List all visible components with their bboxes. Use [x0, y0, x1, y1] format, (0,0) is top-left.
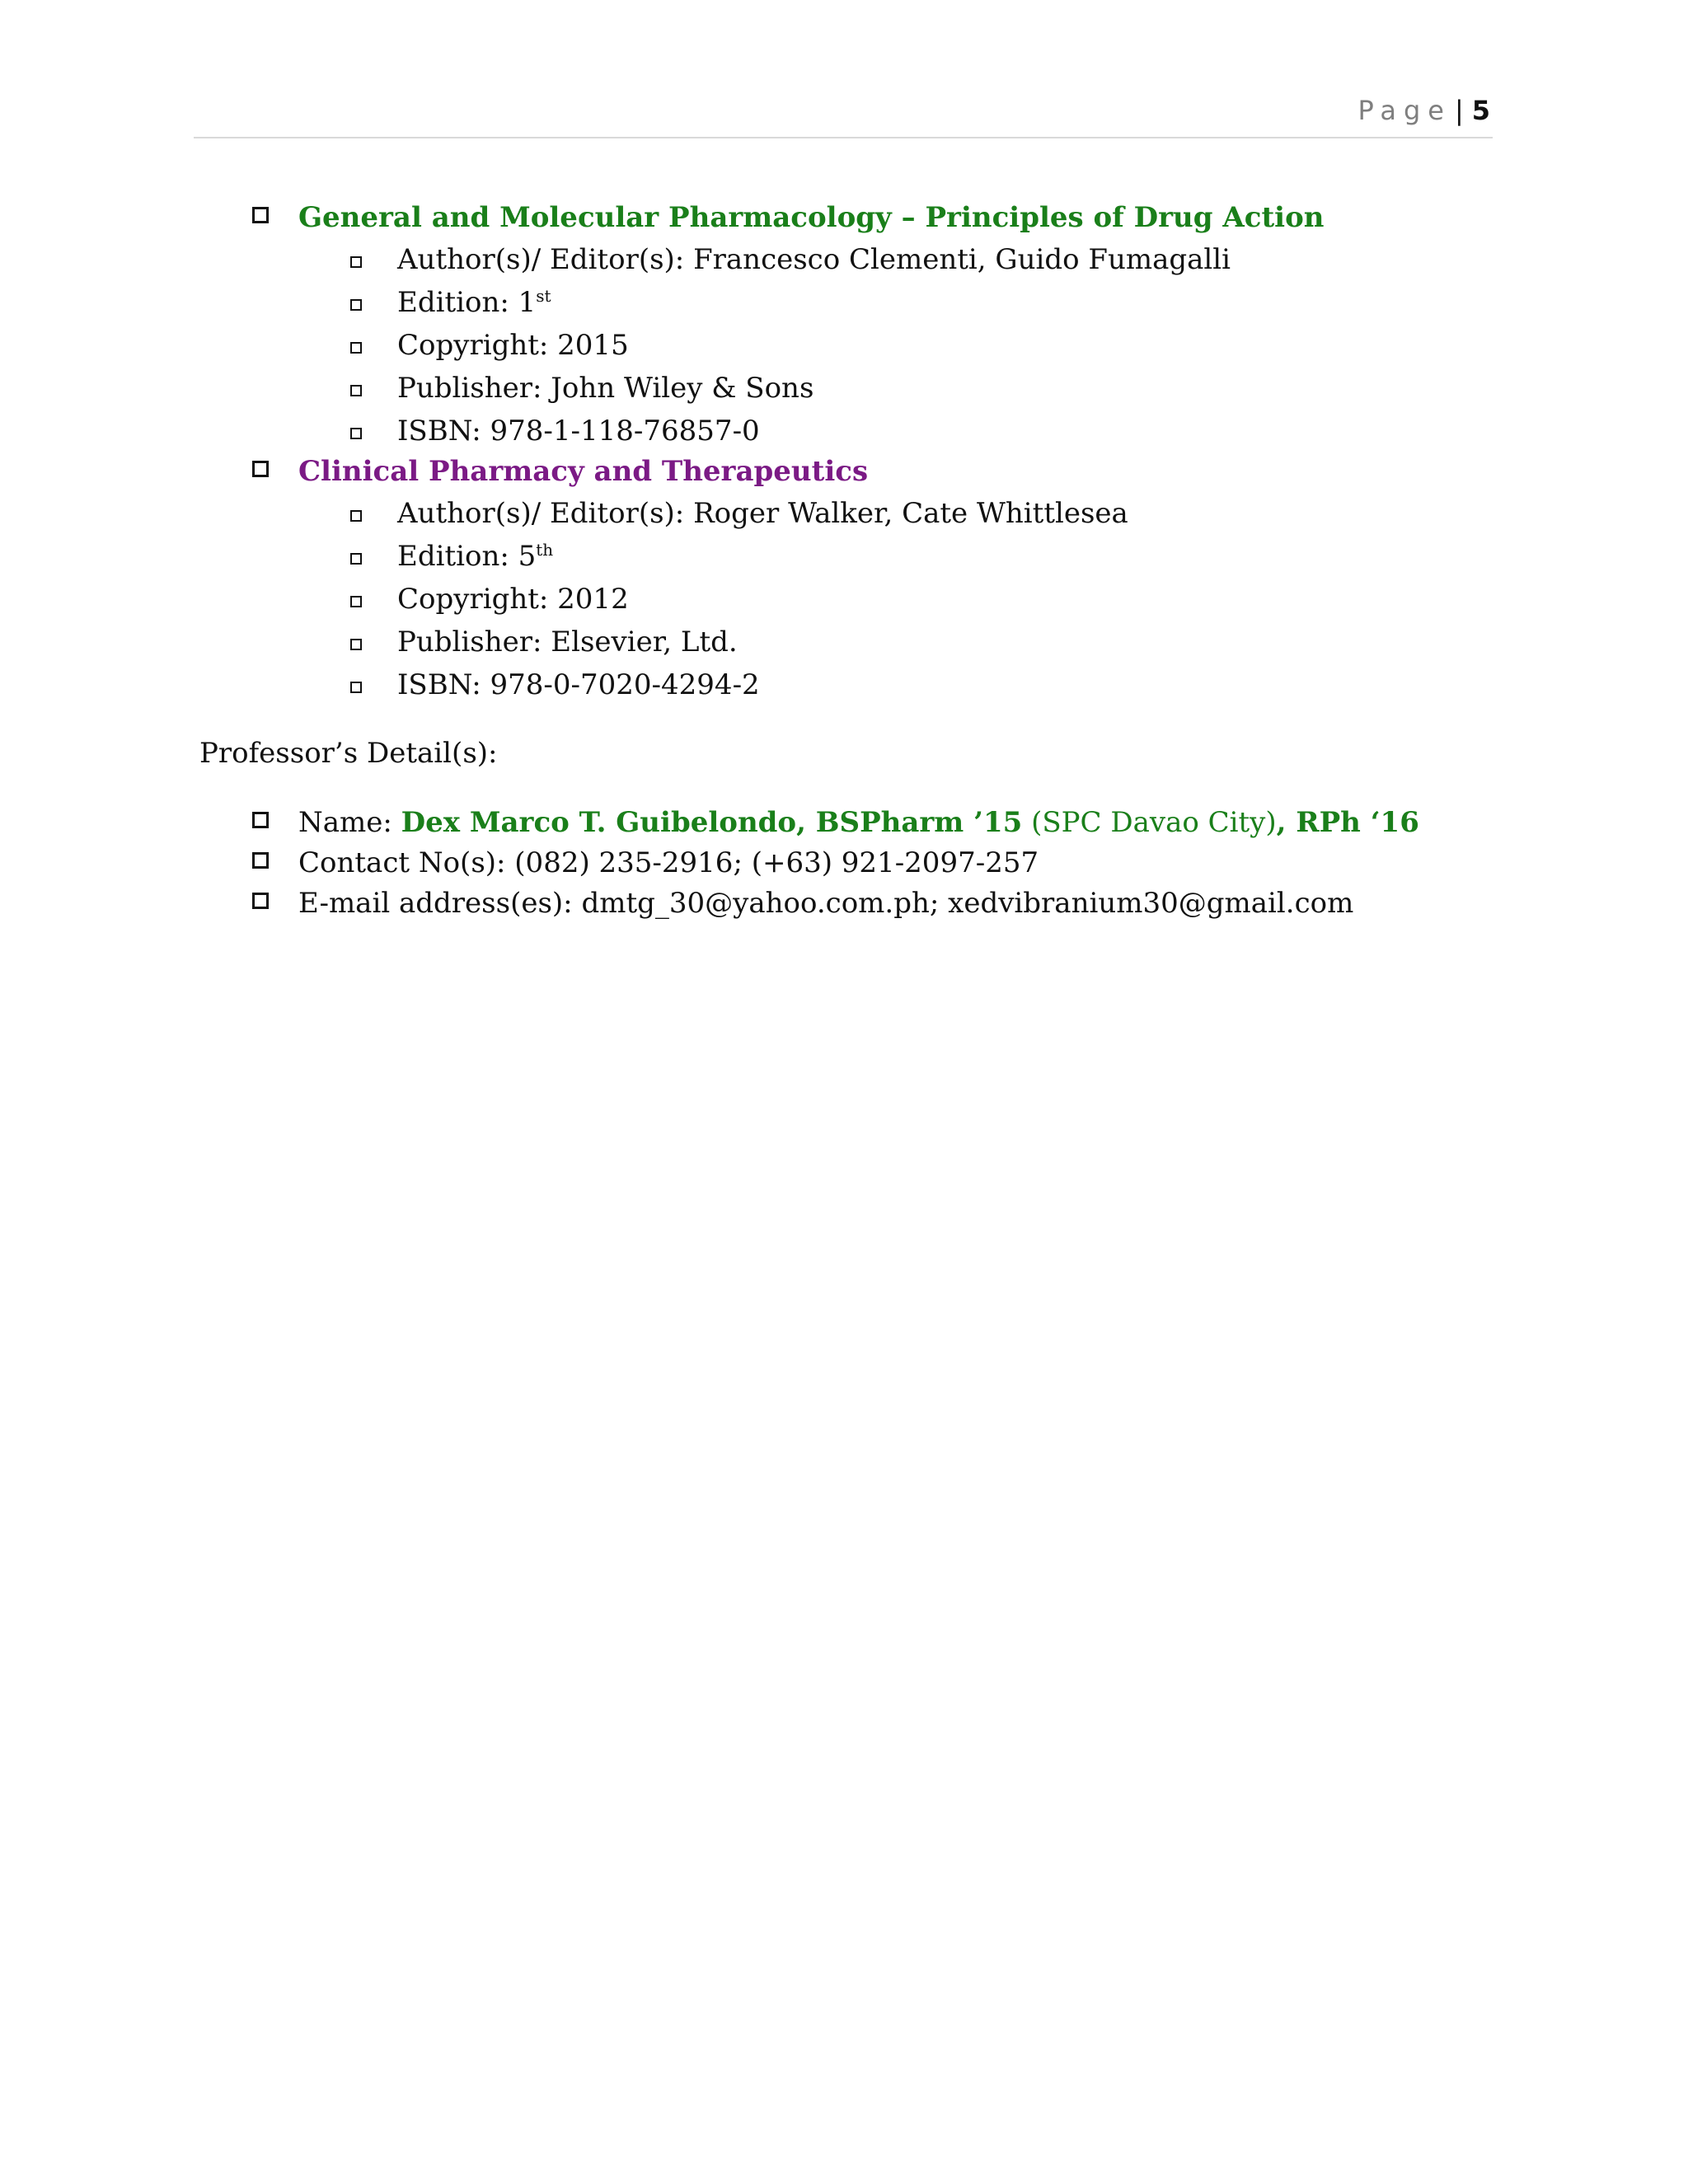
professor-email	[298, 887, 1354, 920]
detail-value: 978-0-7020-4294-2	[490, 668, 760, 701]
page-label: Page	[1357, 95, 1451, 126]
book-authors	[397, 243, 1231, 276]
square-bullet	[350, 385, 362, 396]
checkbox-bullet	[252, 852, 269, 869]
book-title: General and Molecular Pharmacology – Principles of Drug Action	[298, 201, 1325, 234]
detail-value: Francesco Clementi, Guido Fumagalli	[693, 243, 1231, 276]
detail-value: 1	[518, 286, 537, 319]
square-bullet	[350, 428, 362, 439]
square-bullet	[350, 342, 362, 354]
contact-label: Contact No(s):	[298, 846, 515, 879]
detail-label: Edition:	[397, 286, 518, 319]
detail-value: John Wiley & Sons	[551, 372, 814, 405]
square-bullet	[350, 299, 362, 311]
book-title: Clinical Pharmacy and Therapeutics	[298, 455, 869, 488]
book-edition	[397, 286, 551, 319]
ordinal-suffix: st	[536, 286, 551, 306]
detail-value: 978-1-118-76857-0	[490, 415, 760, 448]
square-bullet	[350, 596, 362, 607]
detail-label: Publisher:	[397, 626, 551, 658]
email-label: E-mail address(es):	[298, 887, 582, 920]
contact-value: (082) 235-2916; (+63) 921-2097-257	[514, 846, 1039, 879]
professor-heading: Professor’s Detail(s):	[199, 737, 498, 770]
book-publisher	[397, 372, 814, 405]
detail-label: ISBN:	[397, 668, 490, 701]
checkbox-bullet	[252, 893, 269, 909]
license-value: , RPh ‘16	[1276, 806, 1419, 839]
detail-value: 2012	[557, 583, 629, 616]
square-bullet	[350, 682, 362, 693]
detail-label: Author(s)/ Editor(s):	[397, 497, 694, 530]
detail-value: 5	[518, 540, 537, 573]
ordinal-suffix: th	[536, 540, 554, 560]
book-publisher	[397, 628, 738, 656]
page-header	[1357, 97, 1490, 124]
square-bullet	[350, 553, 362, 565]
square-bullet	[350, 510, 362, 522]
book-copyright	[397, 583, 629, 616]
detail-label: Edition:	[397, 540, 518, 573]
square-bullet	[350, 639, 362, 650]
name-label: Name:	[298, 806, 401, 839]
checkbox-bullet	[252, 461, 269, 477]
book-edition	[397, 540, 554, 573]
name-value: Dex Marco T. Guibelondo, BSPharm ’15	[401, 806, 1023, 839]
book-authors	[397, 497, 1128, 530]
detail-value: Roger Walker, Cate Whittlesea	[693, 497, 1128, 530]
detail-label: Copyright:	[397, 329, 558, 362]
email-value: dmtg_30@yahoo.com.ph; xedvibranium30@gmail.com	[581, 887, 1354, 920]
detail-label: Publisher:	[397, 372, 551, 405]
page-number: 5	[1471, 95, 1490, 126]
professor-contact	[298, 846, 1039, 879]
detail-value: Elsevier, Ltd.	[551, 626, 738, 658]
page-separator: |	[1454, 95, 1464, 126]
detail-label: Copyright:	[397, 583, 558, 616]
header-rule	[194, 137, 1493, 138]
checkbox-bullet	[252, 207, 269, 223]
detail-label: Author(s)/ Editor(s):	[397, 243, 694, 276]
school-value: (SPC Davao City)	[1022, 806, 1277, 839]
detail-label: ISBN:	[397, 415, 490, 448]
checkbox-bullet	[252, 812, 269, 828]
detail-value: 2015	[557, 329, 629, 362]
book-isbn	[397, 415, 760, 448]
book-copyright	[397, 329, 629, 362]
professor-name	[298, 808, 1419, 837]
square-bullet	[350, 256, 362, 268]
book-isbn	[397, 668, 760, 701]
